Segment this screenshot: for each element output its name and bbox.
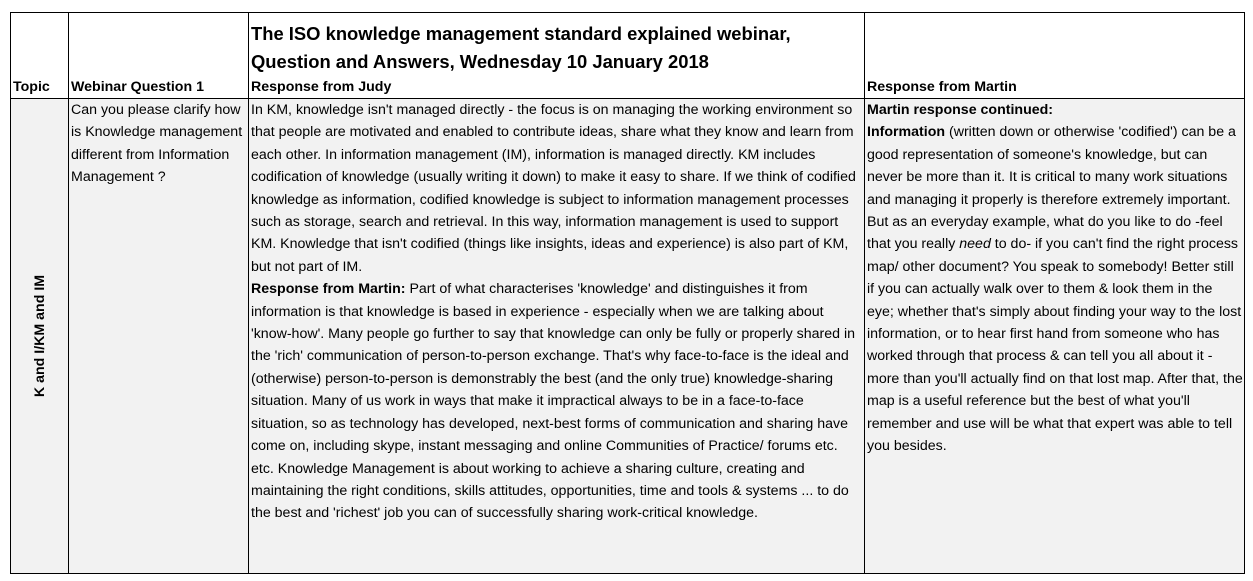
martin-response-text: Part of what characterises 'knowledge' and distinguishes it from information is that knowledge is based in experience - especially when we are talking about 'know-how'. Many people go further to say that knowledge can only be fully or properly shared in the 'rich' communication of person-to-person exchange. That's why face-to-face is the ideal and (otherwise) person-to-person is demonstrably the best (and the only true) knowledge-sharing situation. Many of us work in ways that make it impractical always to be in a face-to-face situation, so as technology has developed, next-best forms of communication and sharing have come on, including skype, instant messaging and online Communities of Practice/ forums etc. etc. Knowledge Management is about working to achieve a sharing culture, creating and maintaining the right conditions, skills attitudes, opportunities, time and tools & systems ... to do the best and 'richest' job you can of successfully sharing work-critical knowledge. xyxy=(251,281,855,522)
question-text: Can you please clarify how is Knowledge management different from Information Management ? xyxy=(71,102,243,186)
question-cell xyxy=(69,99,249,574)
martin-continued-label: Martin response continued: xyxy=(867,102,1054,118)
martin-response-cell xyxy=(865,99,1245,574)
judy-response-text: In KM, knowledge isn't managed directly - the focus is on managing the working environment so that people are motivated and enabled to contribute ideas, share what they know and learn from each other. In information management (IM), information is managed directly. KM includes codification of knowledge (usually writing it down) to make it easy to share. If we think of codified knowledge as information, codified knowledge is subject to information management processes such as storage, search and retrieval. In this way, information management is used to support KM. Knowledge that isn't codified (things like insights, ideas and experience) is also part of KM, but not part of IM. xyxy=(251,102,856,275)
header-row xyxy=(11,13,1245,99)
topic-label: K and I/KM and IM xyxy=(31,274,48,398)
information-label: Information xyxy=(867,124,946,141)
response-judy-header: Response from Judy xyxy=(251,79,392,95)
topic-header: Topic xyxy=(11,13,69,99)
response-martin-header: Response from Martin xyxy=(865,13,1245,99)
page-title-line-1: The ISO knowledge management standard explained webinar, xyxy=(251,23,791,44)
information-text-1: (written down or otherwise 'codified') can be a good representation of someone's knowledge, but can never be more than it. It is critical to many work situations and managing it properly is therefore extremely important. But as an everyday example, what do you like to do -feel that you really xyxy=(867,124,1236,253)
information-paragraph xyxy=(867,121,1243,457)
information-text-2: to do- if you can't find the right process map/ other document? You speak to somebody! Better still if you can actually walk over to them & look them in the eye; whether that's simply about finding your way to the lost information, or to hear first hand from someone who has worked through that process & can tell you all about it - more than you'll actually find on that lost map. After that, the map is a useful reference but the best of what you'll remember and use will be what that expert was able to tell you besides. xyxy=(867,236,1243,455)
topic-cell xyxy=(11,99,69,574)
judy-response-cell xyxy=(249,99,865,574)
question-header: Webinar Question 1 xyxy=(69,13,249,99)
page-title-line-2: Question and Answers, Wednesday 10 January 2018 xyxy=(251,51,709,72)
table-row xyxy=(11,99,1245,574)
martin-response-paragraph xyxy=(251,278,863,524)
qa-table xyxy=(10,12,1245,574)
title-header xyxy=(249,13,865,99)
need-emphasis: need xyxy=(959,236,991,253)
martin-response-label: Response from Martin: xyxy=(251,281,406,298)
